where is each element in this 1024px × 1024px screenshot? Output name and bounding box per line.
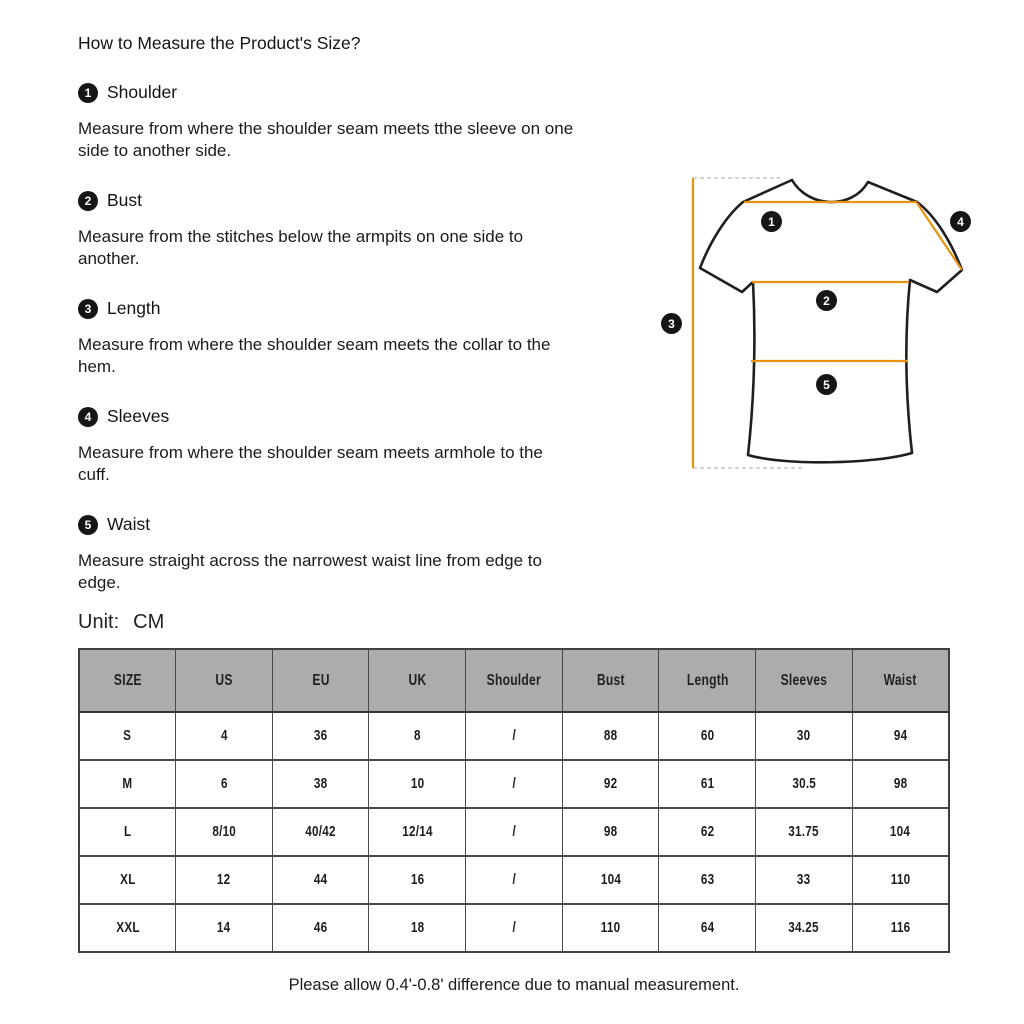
description-line: Measure from where the shoulder seam meets armhole to the	[78, 443, 543, 462]
description-line: hem.	[78, 357, 116, 376]
size-cell: /	[466, 808, 563, 856]
size-cell: /	[466, 856, 563, 904]
unit-label: Unit:	[78, 611, 120, 633]
col-header-bust: Bust	[562, 649, 659, 712]
section-length-heading	[78, 298, 623, 319]
table-row-l	[79, 808, 949, 856]
size-cell: 30	[756, 712, 853, 760]
number-badge-2: 2	[78, 191, 98, 211]
size-cell: 6	[176, 760, 273, 808]
size-cell: 110	[562, 904, 659, 952]
size-cell: 60	[659, 712, 756, 760]
size-cell: 36	[272, 712, 369, 760]
size-cell: 31.75	[756, 808, 853, 856]
section-sleeves-description	[78, 442, 623, 486]
size-cell: 10	[369, 760, 466, 808]
size-cell: XXL	[79, 904, 176, 952]
size-cell: 46	[272, 904, 369, 952]
size-cell: 38	[272, 760, 369, 808]
tshirt-outline-drawing	[640, 160, 1020, 482]
size-cell: 110	[852, 856, 949, 904]
measurement-disclaimer: Please allow 0.4'-0.8' difference due to manual measurement.	[288, 976, 740, 994]
size-cell: 16	[369, 856, 466, 904]
section-waist-description	[78, 550, 623, 594]
number-badge-1: 1	[78, 83, 98, 103]
size-cell: 98	[562, 808, 659, 856]
instructions-column	[78, 0, 623, 635]
size-cell: /	[466, 712, 563, 760]
diagram-marker-3: 3	[661, 313, 682, 334]
description-line: Measure from the stitches below the armpits on one side to	[78, 227, 524, 246]
table-row-xxl	[79, 904, 949, 952]
size-cell: 61	[659, 760, 756, 808]
table-row-xl	[79, 856, 949, 904]
size-cell: 18	[369, 904, 466, 952]
size-cell: 63	[659, 856, 756, 904]
number-badge-3: 3	[78, 299, 98, 319]
description-line: Measure straight across the narrowest waist line from edge to	[78, 551, 542, 570]
diagram-marker-2: 2	[816, 290, 837, 311]
section-length-description	[78, 334, 623, 378]
table-row-s	[79, 712, 949, 760]
section-label: Waist	[107, 514, 151, 534]
size-cell: L	[79, 808, 176, 856]
description-line: cuff.	[78, 465, 110, 484]
size-cell: 14	[176, 904, 273, 952]
description-line: edge.	[78, 573, 121, 592]
size-cell: 4	[176, 712, 273, 760]
size-cell: 98	[852, 760, 949, 808]
size-cell: 40/42	[272, 808, 369, 856]
section-shoulder-heading	[78, 82, 623, 103]
size-cell: 12	[176, 856, 273, 904]
description-line: Measure from where the shoulder seam meets the collar to the	[78, 335, 551, 354]
col-header-length: Length	[659, 649, 756, 712]
diagram-marker-1: 1	[761, 211, 782, 232]
col-header-size: SIZE	[79, 649, 176, 712]
table-row-m	[79, 760, 949, 808]
unit-value: CM	[133, 611, 165, 633]
size-table-header-row	[79, 649, 949, 712]
unit-line	[78, 610, 623, 635]
size-cell: 94	[852, 712, 949, 760]
size-cell: 8	[369, 712, 466, 760]
description-line: side to another side.	[78, 141, 232, 160]
size-cell: M	[79, 760, 176, 808]
size-cell: 8/10	[176, 808, 273, 856]
col-header-shoulder: Shoulder	[466, 649, 563, 712]
number-badge-4: 4	[78, 407, 98, 427]
size-cell: 104	[562, 856, 659, 904]
page-title: How to Measure the Product's Size?	[78, 33, 361, 53]
size-cell: 92	[562, 760, 659, 808]
col-header-us: US	[176, 649, 273, 712]
section-label: Bust	[107, 190, 143, 210]
size-cell: 33	[756, 856, 853, 904]
diagram-marker-5: 5	[816, 374, 837, 395]
size-cell: 104	[852, 808, 949, 856]
size-cell: /	[466, 760, 563, 808]
size-cell: 34.25	[756, 904, 853, 952]
col-header-eu: EU	[272, 649, 369, 712]
tshirt-measurement-diagram	[640, 160, 1020, 482]
size-cell: /	[466, 904, 563, 952]
col-header-waist: Waist	[852, 649, 949, 712]
size-cell: 64	[659, 904, 756, 952]
section-sleeves-heading	[78, 406, 623, 427]
size-cell: XL	[79, 856, 176, 904]
section-bust-heading	[78, 190, 623, 211]
description-line: another.	[78, 249, 140, 268]
size-cell: 30.5	[756, 760, 853, 808]
col-header-sleeves: Sleeves	[756, 649, 853, 712]
description-line: Measure from where the shoulder seam meets tthe sleeve on one	[78, 119, 574, 138]
size-cell: S	[79, 712, 176, 760]
section-label: Shoulder	[107, 82, 178, 102]
section-label: Length	[107, 298, 161, 318]
size-cell: 12/14	[369, 808, 466, 856]
section-waist-heading	[78, 514, 623, 535]
size-cell: 116	[852, 904, 949, 952]
diagram-marker-4: 4	[950, 211, 971, 232]
size-table	[78, 648, 950, 953]
section-label: Sleeves	[107, 406, 170, 426]
section-shoulder-description	[78, 118, 623, 162]
number-badge-5: 5	[78, 515, 98, 535]
col-header-uk: UK	[369, 649, 466, 712]
size-cell: 44	[272, 856, 369, 904]
size-cell: 88	[562, 712, 659, 760]
size-cell: 62	[659, 808, 756, 856]
section-bust-description	[78, 226, 623, 270]
